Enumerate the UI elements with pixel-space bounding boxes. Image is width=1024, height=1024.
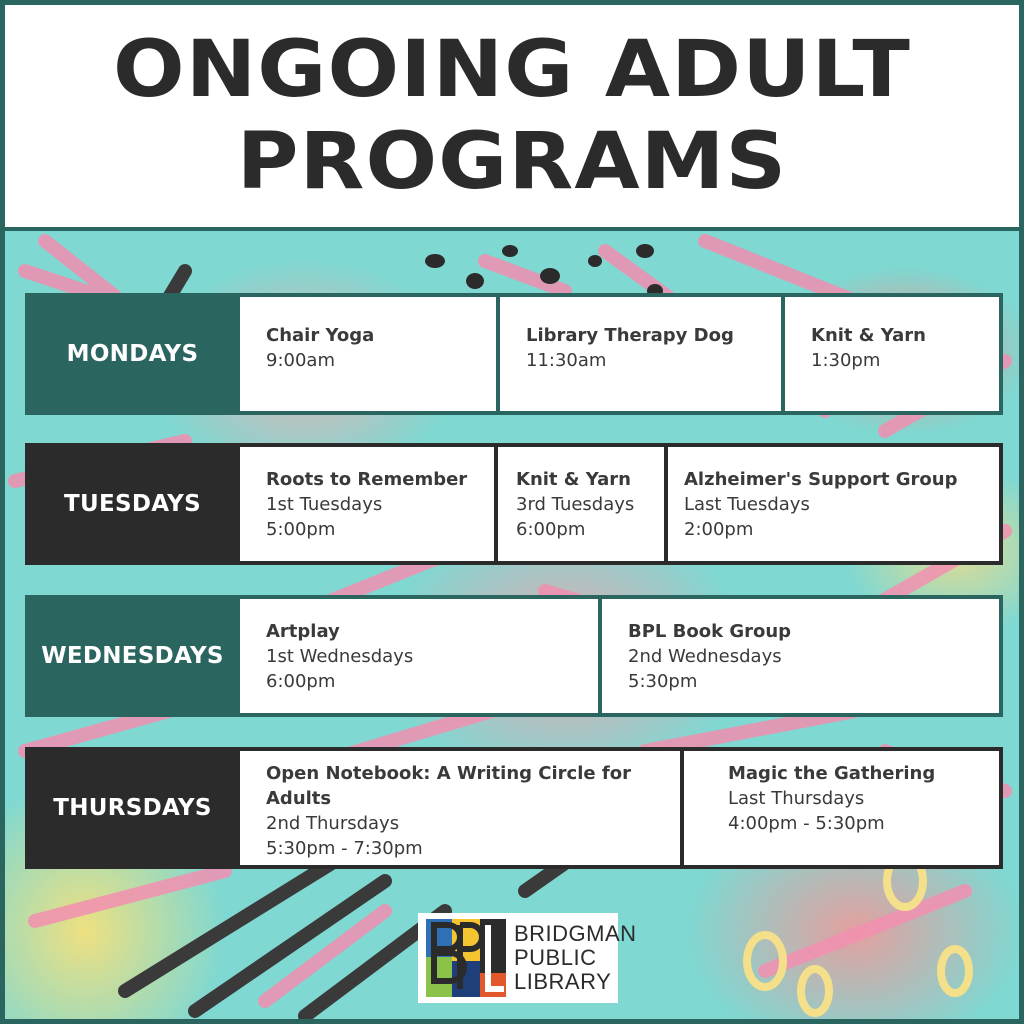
logo-line: BRIDGMAN [514, 921, 637, 946]
program-cell [236, 599, 598, 713]
program-schedule: 2nd Wednesdays [628, 646, 782, 667]
day-label: TUESDAYS [64, 491, 201, 517]
program-cell [236, 751, 680, 865]
program-time: 9:00am [266, 350, 335, 371]
program-time: 11:30am [526, 350, 607, 371]
page-title: ONGOING ADULT PROGRAMS [113, 25, 911, 207]
program-time: 6:00pm [516, 519, 586, 540]
logo-line: PUBLIC [514, 945, 597, 970]
row-tuesdays [25, 443, 1003, 565]
row-mondays [25, 293, 1003, 415]
program-name: Chair Yoga [266, 325, 375, 346]
program-name: Library Therapy Dog [526, 325, 734, 346]
logo-line: LIBRARY [514, 969, 612, 994]
row-thursdays [25, 747, 1003, 869]
program-cell [236, 297, 496, 411]
program-name: Roots to Remember [266, 469, 468, 490]
program-cell [664, 447, 999, 561]
program-name: Knit & Yarn [811, 325, 926, 346]
library-name [514, 922, 637, 994]
program-time: 5:00pm [266, 519, 336, 540]
program-time: 5:30pm - 7:30pm [266, 838, 423, 859]
program-name: Knit & Yarn [516, 469, 631, 490]
program-schedule: 1st Wednesdays [266, 646, 414, 667]
bpl-logo-icon [424, 917, 508, 999]
program-name: BPL Book Group [628, 621, 792, 642]
program-name: Artplay [266, 621, 340, 642]
program-time: 6:00pm [266, 671, 336, 692]
program-time: 1:30pm [811, 350, 881, 371]
program-cell [781, 297, 999, 411]
program-schedule: 1st Tuesdays [266, 494, 383, 515]
day-label: MONDAYS [66, 341, 199, 367]
program-time: 4:00pm - 5:30pm [728, 813, 885, 834]
program-name: Magic the Gathering [728, 763, 936, 784]
program-schedule: Last Tuesdays [684, 494, 810, 515]
program-time: 5:30pm [628, 671, 698, 692]
day-label: WEDNESDAYS [41, 643, 224, 669]
program-schedule: 3rd Tuesdays [516, 494, 635, 515]
header [5, 5, 1019, 231]
day-label: THURSDAYS [53, 795, 212, 821]
program-name: Open Notebook: A Writing Circle for Adults [266, 763, 631, 809]
program-schedule: Last Thursdays [728, 788, 865, 809]
program-cell [236, 447, 494, 561]
program-cell [680, 751, 999, 865]
row-wednesdays [25, 595, 1003, 717]
program-cell [496, 297, 781, 411]
program-cell [598, 599, 999, 713]
program-time: 2:00pm [684, 519, 754, 540]
program-cell [494, 447, 664, 561]
program-schedule: 2nd Thursdays [266, 813, 400, 834]
library-logo [418, 913, 637, 1003]
program-name: Alzheimer's Support Group [684, 469, 958, 490]
